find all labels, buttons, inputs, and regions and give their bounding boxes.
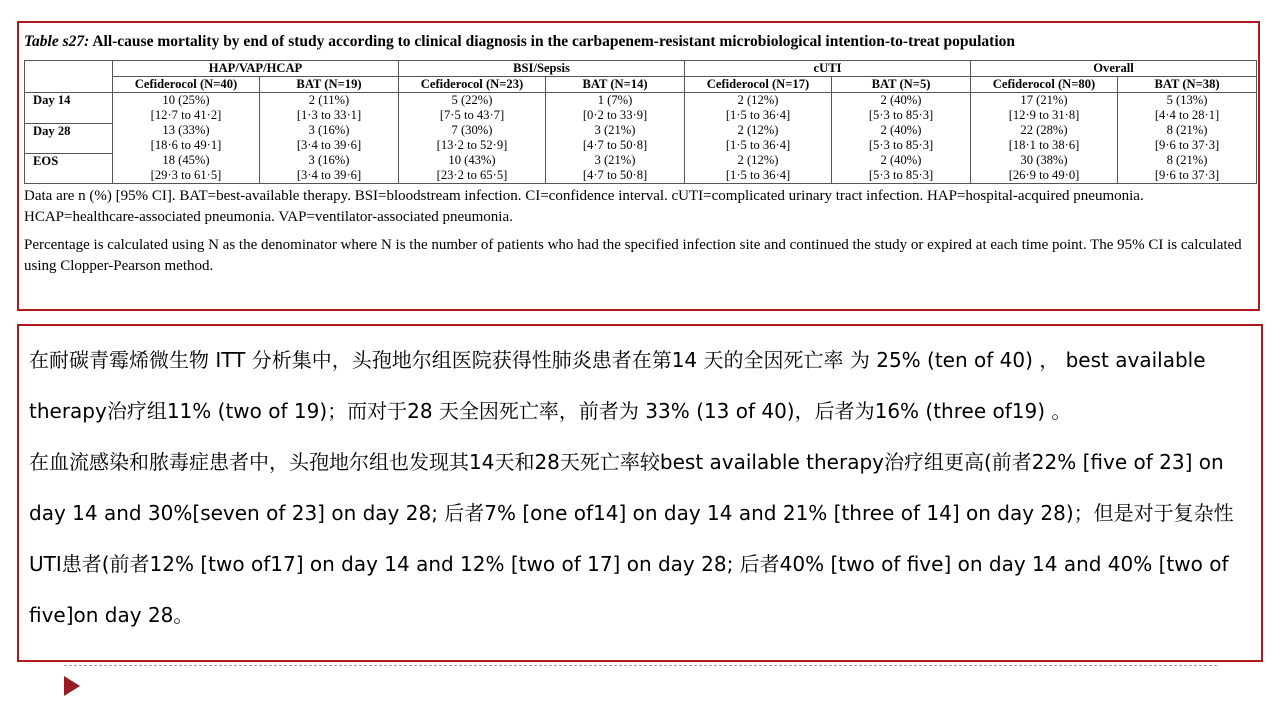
table-cell xyxy=(546,93,685,124)
subheader-row xyxy=(25,77,1257,93)
cell-ci: [4·7 to 50·8] xyxy=(582,168,648,182)
cell-ci: [5·3 to 85·3] xyxy=(868,138,934,152)
cell-ci: [18·1 to 38·6] xyxy=(1008,138,1080,152)
table-cell xyxy=(1118,93,1257,124)
column-header: BAT (N=5) xyxy=(832,77,971,93)
table-cell xyxy=(260,93,399,124)
cell-count: 2 (12%) xyxy=(737,153,779,167)
row-label: EOS xyxy=(25,153,113,184)
table-cell xyxy=(260,123,399,153)
cell-count: 18 (45%) xyxy=(162,153,210,167)
cell-ci: [3·4 to 39·6] xyxy=(296,138,362,152)
corner-cell xyxy=(25,61,113,77)
column-header: Cefiderocol (N=17) xyxy=(685,77,832,93)
table-cell xyxy=(546,153,685,184)
cell-ci: [1·3 to 33·1] xyxy=(296,108,362,122)
table-cell xyxy=(832,153,971,184)
cell-count: 3 (21%) xyxy=(594,123,636,137)
table-cell xyxy=(399,123,546,153)
table-cell xyxy=(685,93,832,124)
note-method: Percentage is calculated using N as the denominator where N is the number of patients who had the specified infection site and continued the study or expired at each time point. The 95% CI is calculated using Clopper-Pearson method. xyxy=(24,237,1242,274)
cell-count: 2 (40%) xyxy=(880,93,922,107)
cell-ci: [29·3 to 61·5] xyxy=(150,168,222,182)
cell-count: 10 (43%) xyxy=(448,153,496,167)
column-header: Cefiderocol (N=40) xyxy=(113,77,260,93)
cell-count: 2 (11%) xyxy=(308,93,350,107)
cell-ci: [3·4 to 39·6] xyxy=(296,168,362,182)
cell-count: 22 (28%) xyxy=(1020,123,1068,137)
cell-count: 7 (30%) xyxy=(451,123,493,137)
cell-ci: [0·2 to 33·9] xyxy=(582,108,648,122)
cell-count: 3 (16%) xyxy=(308,123,350,137)
column-header: BAT (N=14) xyxy=(546,77,685,93)
triangle-arrow-icon xyxy=(64,676,80,696)
table-cell xyxy=(971,123,1118,153)
cell-ci: [7·5 to 43·7] xyxy=(439,108,505,122)
cell-count: 8 (21%) xyxy=(1166,123,1208,137)
table-notes xyxy=(24,186,1253,277)
cell-ci: [9·6 to 37·3] xyxy=(1154,138,1220,152)
cell-ci: [4·4 to 28·1] xyxy=(1154,108,1220,122)
cell-count: 2 (40%) xyxy=(880,123,922,137)
cell-ci: [1·5 to 36·4] xyxy=(725,138,791,152)
footer-divider xyxy=(64,665,1217,666)
table-panel xyxy=(17,21,1260,311)
cell-ci: [18·6 to 49·1] xyxy=(150,138,222,152)
cell-ci: [5·3 to 85·3] xyxy=(868,108,934,122)
table-cell xyxy=(832,93,971,124)
table-cell xyxy=(113,123,260,153)
cell-ci: [13·2 to 52·9] xyxy=(436,138,508,152)
cell-ci: [9·6 to 37·3] xyxy=(1154,168,1220,182)
table-title xyxy=(24,33,1253,51)
table-cell xyxy=(685,153,832,184)
cell-ci: [12·9 to 31·8] xyxy=(1008,108,1080,122)
cell-ci: [5·3 to 85·3] xyxy=(868,168,934,182)
cell-count: 5 (22%) xyxy=(451,93,493,107)
cell-count: 3 (21%) xyxy=(594,153,636,167)
cell-count: 10 (25%) xyxy=(162,93,210,107)
summary-paragraph-hap: 在耐碳青霉烯微生物 ITT 分析集中，头孢地尔组医院获得性肺炎患者在第14 天的全因死亡率 为 25% (ten of 40) ， best available therapy治疗组11% (two of 19)；而对于28 天全因死亡率，前者为 33% (13 of 40)，后者为16% (three of19) 。 xyxy=(29,348,1206,423)
summary-panel xyxy=(17,324,1263,662)
cell-count: 1 (7%) xyxy=(597,93,633,107)
column-header: Cefiderocol (N=23) xyxy=(399,77,546,93)
cell-count: 17 (21%) xyxy=(1020,93,1068,107)
cell-count: 13 (33%) xyxy=(162,123,210,137)
table-cell xyxy=(1118,123,1257,153)
cell-ci: [12·7 to 41·2] xyxy=(150,108,222,122)
table-cell xyxy=(1118,153,1257,184)
cell-count: 5 (13%) xyxy=(1166,93,1208,107)
group-header: Overall xyxy=(971,61,1257,77)
table-cell xyxy=(113,153,260,184)
column-header: Cefiderocol (N=80) xyxy=(971,77,1118,93)
cell-count: 2 (12%) xyxy=(737,123,779,137)
cell-ci: [26·9 to 49·0] xyxy=(1008,168,1080,182)
cell-count: 2 (40%) xyxy=(880,153,922,167)
table-row xyxy=(25,153,1257,184)
cell-count: 8 (21%) xyxy=(1166,153,1208,167)
row-label: Day 14 xyxy=(25,93,113,124)
table-cell xyxy=(260,153,399,184)
table-cell xyxy=(399,153,546,184)
cell-count: 2 (12%) xyxy=(737,93,779,107)
cell-ci: [1·5 to 36·4] xyxy=(725,168,791,182)
summary-paragraph-bsi: 在血流感染和脓毒症患者中，头孢地尔组也发现其14天和28天死亡率较best available therapy治疗组更高(前者22% [five of 23] on day 14 and 30%[seven of 23] on day 28; 后者7% [one of14] on day 14 and 21% [three of 14] on day 28)；但是对于复杂性UTI患者(前者12% [two of17] on day 14 and 12% [two of 17] on day 28; 后者40% [two of five] on day 14 and 40% [two of five]on day 28。 xyxy=(29,450,1234,627)
table-cell xyxy=(971,153,1118,184)
cell-ci: [23·2 to 65·5] xyxy=(436,168,508,182)
cell-ci: [1·5 to 36·4] xyxy=(725,108,791,122)
table-cell xyxy=(685,123,832,153)
column-header: BAT (N=19) xyxy=(260,77,399,93)
table-cell xyxy=(971,93,1118,124)
table-title-lead: Table s27: xyxy=(24,33,90,50)
cell-ci: [4·7 to 50·8] xyxy=(582,138,648,152)
table-cell xyxy=(546,123,685,153)
group-header: cUTI xyxy=(685,61,971,77)
table-cell xyxy=(113,93,260,124)
cell-count: 30 (38%) xyxy=(1020,153,1068,167)
row-label: Day 28 xyxy=(25,123,113,153)
table-cell xyxy=(832,123,971,153)
table-title-text: All-cause mortality by end of study according to clinical diagnosis in the carbapenem-resistant microbiological intention-to-treat population xyxy=(89,33,1015,50)
group-header: HAP/VAP/HCAP xyxy=(113,61,399,77)
note-abbreviations: Data are n (%) [95% CI]. BAT=best-available therapy. BSI=bloodstream infection. CI=confidence interval. cUTI=complicated urinary tract infection. HAP=hospital-acquired pneumonia. HCAP=healthcare-associated pneumonia. VAP=ventilator-associated pneumonia. xyxy=(24,188,1144,225)
table-row xyxy=(25,93,1257,124)
table-cell xyxy=(399,93,546,124)
mortality-table xyxy=(24,60,1257,184)
group-header-row xyxy=(25,61,1257,77)
column-header: BAT (N=38) xyxy=(1118,77,1257,93)
corner-cell xyxy=(25,77,113,93)
group-header: BSI/Sepsis xyxy=(399,61,685,77)
cell-count: 3 (16%) xyxy=(308,153,350,167)
table-row xyxy=(25,123,1257,153)
